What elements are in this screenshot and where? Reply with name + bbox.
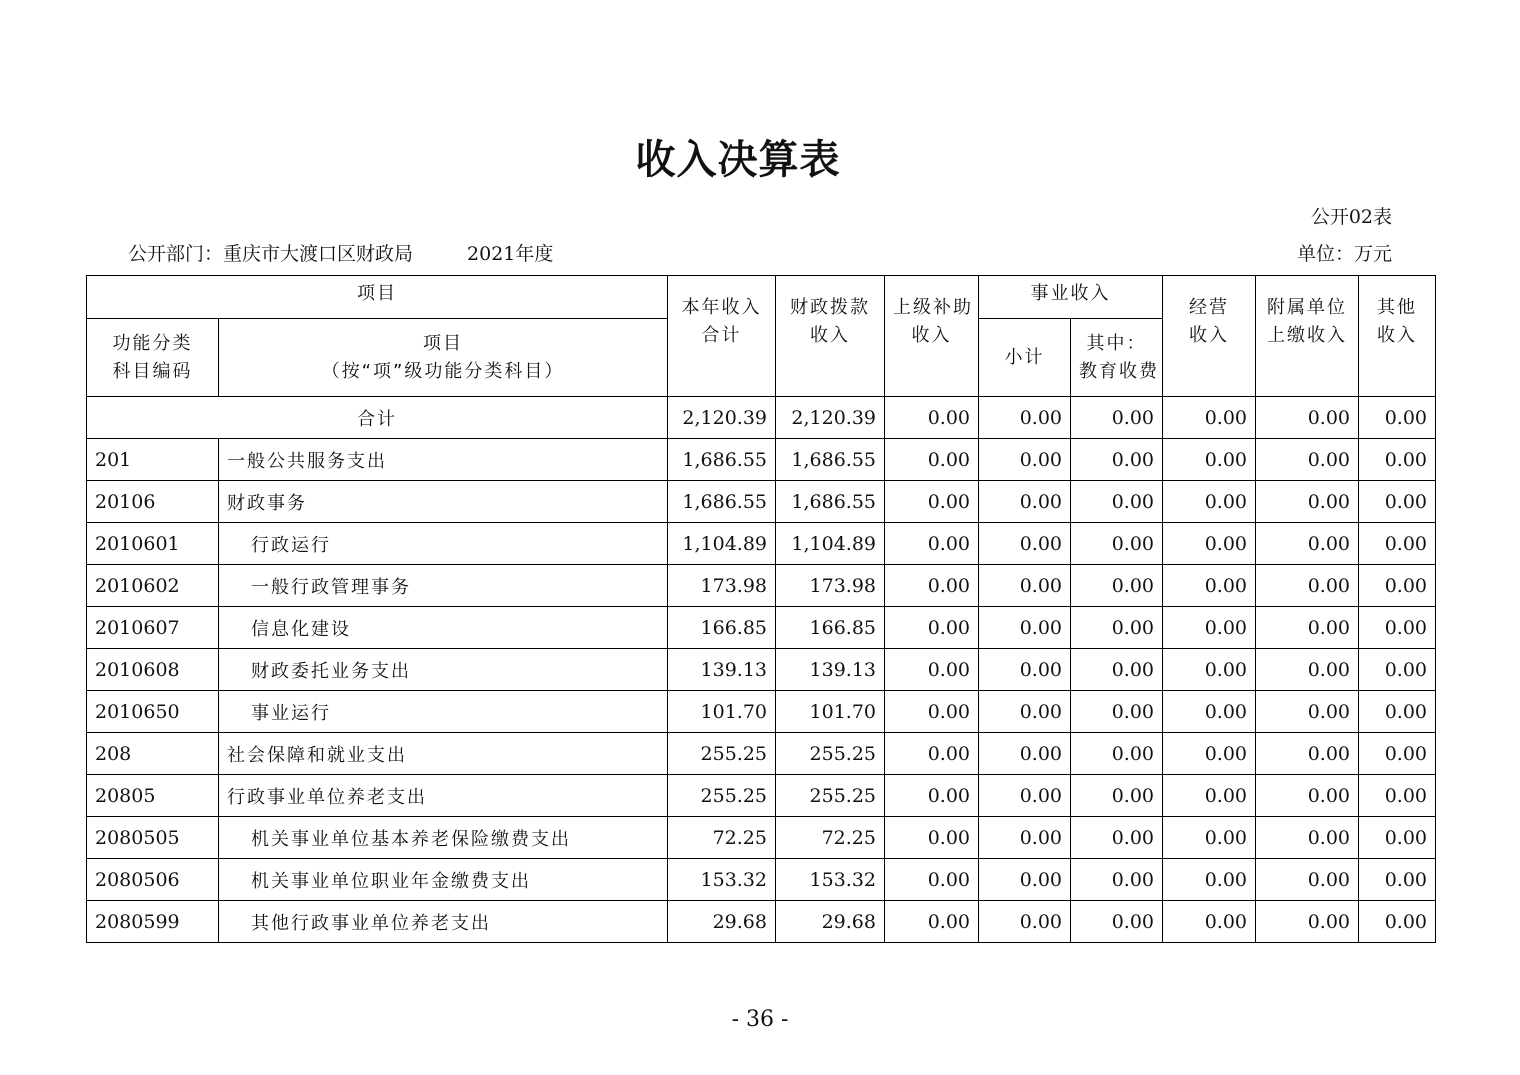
row-value: 101.70 [776, 691, 885, 733]
row-value: 1,104.89 [776, 523, 885, 565]
page-title: 收入决算表 [635, 136, 841, 183]
table-row [87, 565, 1436, 607]
row-name: 财政委托业务支出 [219, 649, 668, 691]
header-other-income [1359, 276, 1436, 397]
row-value: 0.00 [1163, 481, 1256, 523]
row-value: 0.00 [979, 523, 1071, 565]
total-row [87, 397, 1436, 439]
header-fiscal-income [776, 276, 885, 397]
row-value: 255.25 [668, 775, 776, 817]
department-name: 公开部门：重庆市大渡口区财政局 [128, 243, 414, 265]
row-value: 1,104.89 [668, 523, 776, 565]
row-value: 0.00 [1359, 691, 1436, 733]
row-value: 0.00 [1359, 565, 1436, 607]
row-code: 201 [87, 439, 219, 481]
header-career-education-line1: 其中： [1086, 332, 1147, 354]
header-affiliated-income [1256, 276, 1359, 397]
row-value: 0.00 [1071, 649, 1163, 691]
row-value: 0.00 [1256, 481, 1359, 523]
header-function-code-line2: 科目编码 [112, 360, 193, 382]
row-value: 0.00 [979, 817, 1071, 859]
row-value: 0.00 [1071, 607, 1163, 649]
total-cell: 0.00 [1163, 397, 1256, 439]
header-superior-subsidy [885, 276, 979, 397]
table-body [87, 397, 1436, 943]
row-value: 0.00 [1359, 817, 1436, 859]
row-value: 0.00 [1256, 901, 1359, 943]
row-code: 2010602 [87, 565, 219, 607]
row-code: 2080505 [87, 817, 219, 859]
row-name: 机关事业单位职业年金缴费支出 [219, 859, 668, 901]
header-career-education [1071, 319, 1163, 397]
header-operating-income [1163, 276, 1256, 397]
table-row [87, 691, 1436, 733]
row-value: 0.00 [979, 565, 1071, 607]
row-value: 0.00 [1359, 439, 1436, 481]
row-value: 153.32 [776, 859, 885, 901]
table-row [87, 439, 1436, 481]
header-other-line1: 其他 [1377, 297, 1417, 318]
row-value: 0.00 [1359, 733, 1436, 775]
row-value: 0.00 [1071, 859, 1163, 901]
row-value: 153.32 [668, 859, 776, 901]
row-value: 0.00 [1071, 775, 1163, 817]
row-value: 0.00 [885, 859, 979, 901]
row-value: 0.00 [1359, 523, 1436, 565]
row-code: 2010650 [87, 691, 219, 733]
row-value: 0.00 [979, 691, 1071, 733]
row-value: 0.00 [979, 649, 1071, 691]
table-row [87, 481, 1436, 523]
row-value: 0.00 [1163, 901, 1256, 943]
row-value: 72.25 [668, 817, 776, 859]
row-value: 0.00 [885, 901, 979, 943]
row-code: 2010608 [87, 649, 219, 691]
row-value: 0.00 [1256, 565, 1359, 607]
row-value: 0.00 [885, 733, 979, 775]
table-header [87, 276, 1436, 397]
header-item-group: 项目 [87, 276, 668, 319]
header-total-income-line1: 本年收入 [681, 297, 762, 318]
row-value: 0.00 [1071, 733, 1163, 775]
row-value: 0.00 [885, 691, 979, 733]
header-fiscal-line1: 财政拨款 [790, 297, 870, 318]
row-value: 101.70 [668, 691, 776, 733]
row-value: 29.68 [668, 901, 776, 943]
table-row [87, 649, 1436, 691]
table-row [87, 775, 1436, 817]
row-value: 166.85 [668, 607, 776, 649]
row-value: 1,686.55 [668, 439, 776, 481]
header-superior-line1: 上级补助 [893, 297, 973, 318]
row-name: 行政事业单位养老支出 [219, 775, 668, 817]
total-cell: 2,120.39 [668, 397, 776, 439]
row-value: 0.00 [1359, 859, 1436, 901]
row-name: 行政运行 [219, 523, 668, 565]
header-item-name-line2: （按“项”级功能分类科目） [321, 360, 565, 382]
total-cell: 2,120.39 [776, 397, 885, 439]
total-label: 合计 [87, 397, 668, 439]
row-value: 166.85 [776, 607, 885, 649]
header-other-line2: 收入 [1377, 325, 1417, 346]
row-value: 0.00 [885, 817, 979, 859]
row-value: 0.00 [1256, 733, 1359, 775]
row-code: 2010601 [87, 523, 219, 565]
row-value: 0.00 [885, 607, 979, 649]
row-value: 0.00 [1256, 691, 1359, 733]
header-affiliated-line1: 附属单位 [1267, 297, 1347, 318]
header-superior-line2: 收入 [911, 325, 952, 346]
row-value: 0.00 [1163, 817, 1256, 859]
header-career-education-line2: 教育收费 [1079, 360, 1159, 382]
row-value: 0.00 [1071, 901, 1163, 943]
row-value: 0.00 [1163, 691, 1256, 733]
row-value: 0.00 [979, 775, 1071, 817]
row-name: 一般公共服务支出 [219, 439, 668, 481]
row-value: 0.00 [979, 733, 1071, 775]
row-value: 72.25 [776, 817, 885, 859]
row-name: 机关事业单位基本养老保险缴费支出 [219, 817, 668, 859]
row-value: 0.00 [1256, 649, 1359, 691]
row-value: 0.00 [979, 481, 1071, 523]
table-row [87, 523, 1436, 565]
row-name: 社会保障和就业支出 [219, 733, 668, 775]
row-value: 0.00 [885, 439, 979, 481]
row-value: 0.00 [979, 859, 1071, 901]
row-value: 0.00 [1256, 607, 1359, 649]
table-row [87, 901, 1436, 943]
header-operating-line2: 收入 [1189, 325, 1229, 346]
row-value: 0.00 [1163, 775, 1256, 817]
row-value: 0.00 [1359, 607, 1436, 649]
row-value: 0.00 [1163, 859, 1256, 901]
row-value: 173.98 [776, 565, 885, 607]
row-value: 0.00 [1071, 817, 1163, 859]
row-value: 0.00 [1071, 691, 1163, 733]
header-function-code-line1: 功能分类 [112, 332, 193, 354]
department-line [128, 239, 553, 266]
total-cell: 0.00 [979, 397, 1071, 439]
table-row [87, 859, 1436, 901]
row-value: 0.00 [885, 481, 979, 523]
header-item-name [219, 319, 668, 397]
row-value: 139.13 [776, 649, 885, 691]
row-value: 0.00 [1163, 733, 1256, 775]
row-value: 0.00 [1359, 901, 1436, 943]
row-value: 0.00 [1071, 481, 1163, 523]
page-number: - 36 - [731, 1007, 789, 1032]
row-value: 0.00 [1359, 649, 1436, 691]
row-value: 0.00 [1256, 859, 1359, 901]
total-cell: 0.00 [1256, 397, 1359, 439]
row-value: 0.00 [1256, 775, 1359, 817]
total-cell: 0.00 [885, 397, 979, 439]
header-total-income-line2: 合计 [701, 325, 742, 346]
row-value: 139.13 [668, 649, 776, 691]
row-value: 0.00 [1256, 817, 1359, 859]
row-code: 2010607 [87, 607, 219, 649]
total-cell: 0.00 [1359, 397, 1436, 439]
row-value: 1,686.55 [776, 481, 885, 523]
row-value: 0.00 [885, 649, 979, 691]
row-value: 1,686.55 [776, 439, 885, 481]
row-value: 255.25 [776, 775, 885, 817]
row-name: 事业运行 [219, 691, 668, 733]
income-statement-table [86, 275, 1436, 943]
header-affiliated-line2: 上缴收入 [1267, 325, 1347, 346]
row-name: 财政事务 [219, 481, 668, 523]
row-name: 信息化建设 [219, 607, 668, 649]
row-value: 0.00 [1163, 439, 1256, 481]
row-name: 一般行政管理事务 [219, 565, 668, 607]
row-value: 255.25 [668, 733, 776, 775]
row-value: 0.00 [1163, 649, 1256, 691]
header-total-income [668, 276, 776, 397]
row-value: 0.00 [885, 523, 979, 565]
row-value: 255.25 [776, 733, 885, 775]
row-value: 0.00 [885, 565, 979, 607]
row-value: 0.00 [979, 439, 1071, 481]
row-value: 0.00 [1071, 439, 1163, 481]
table-row [87, 607, 1436, 649]
row-value: 0.00 [1256, 439, 1359, 481]
row-value: 0.00 [1163, 607, 1256, 649]
row-value: 0.00 [1163, 565, 1256, 607]
row-value: 1,686.55 [668, 481, 776, 523]
row-name: 其他行政事业单位养老支出 [219, 901, 668, 943]
row-value: 0.00 [1071, 523, 1163, 565]
row-code: 2080599 [87, 901, 219, 943]
row-value: 0.00 [979, 607, 1071, 649]
unit-label: 单位：万元 [1296, 243, 1392, 265]
row-value: 0.00 [1163, 523, 1256, 565]
form-number: 公开02表 [1310, 206, 1392, 228]
row-code: 20106 [87, 481, 219, 523]
header-fiscal-line2: 收入 [810, 325, 850, 346]
header-item-name-line1: 项目 [423, 332, 463, 354]
row-value: 173.98 [668, 565, 776, 607]
row-value: 0.00 [885, 775, 979, 817]
row-code: 208 [87, 733, 219, 775]
row-value: 0.00 [1359, 481, 1436, 523]
row-code: 2080506 [87, 859, 219, 901]
header-function-code [87, 319, 219, 397]
row-value: 0.00 [1359, 775, 1436, 817]
total-cell: 0.00 [1071, 397, 1163, 439]
row-value: 0.00 [979, 901, 1071, 943]
row-code: 20805 [87, 775, 219, 817]
header-operating-line1: 经营 [1189, 297, 1229, 318]
table-row [87, 817, 1436, 859]
row-value: 29.68 [776, 901, 885, 943]
header-career-income: 事业收入 [979, 276, 1163, 319]
row-value: 0.00 [1071, 565, 1163, 607]
row-value: 0.00 [1256, 523, 1359, 565]
report-year: 2021年度 [467, 243, 554, 265]
table-row [87, 733, 1436, 775]
header-career-subtotal: 小计 [979, 319, 1071, 397]
